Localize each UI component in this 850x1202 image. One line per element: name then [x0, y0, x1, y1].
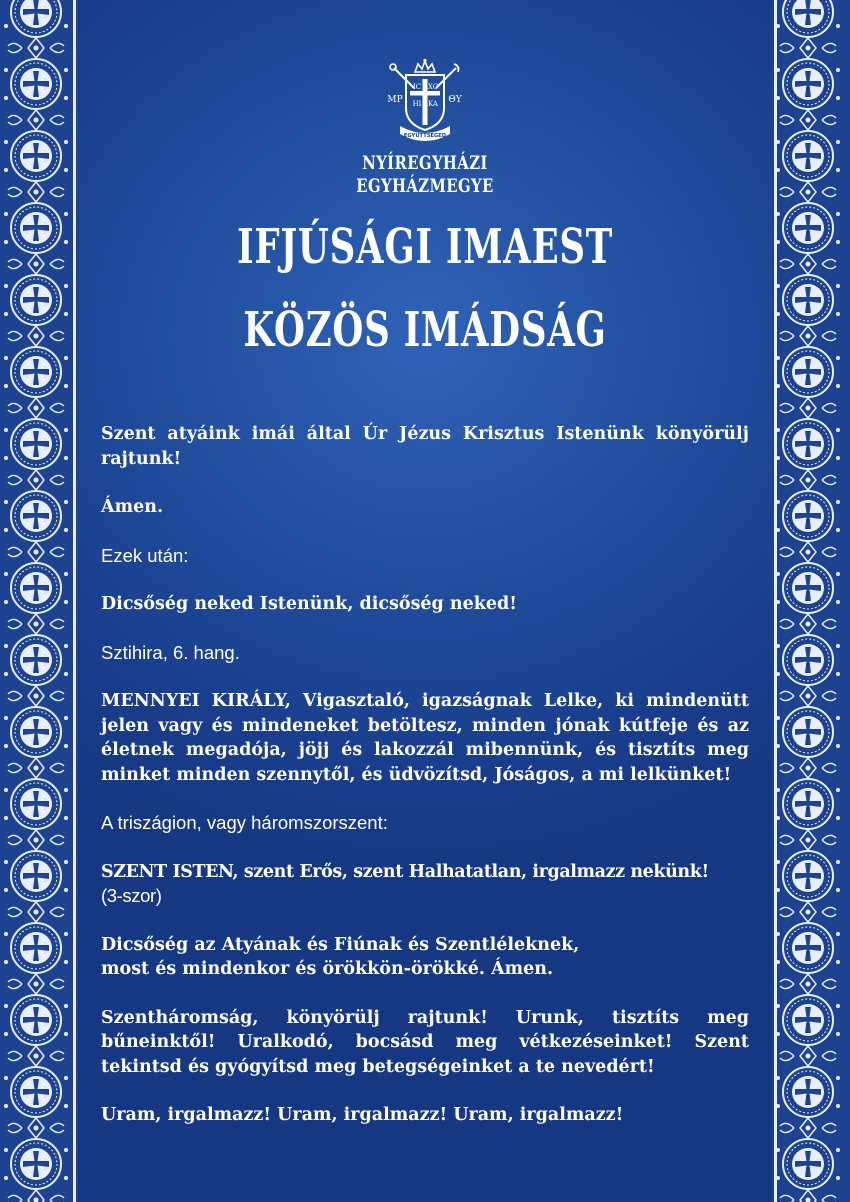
diocese-name-line2: EGYHÁZMEGYE — [356, 175, 494, 197]
svg-text:IC: IC — [412, 83, 422, 91]
diocese-name — [156, 152, 694, 198]
border-rule — [774, 0, 777, 1202]
prayer-paragraph: Dicsőség neked Istenünk, dicsőség neked! — [101, 594, 517, 614]
coat-of-arms-icon — [382, 58, 468, 144]
svg-text:MP: MP — [387, 95, 403, 105]
right-ornamental-border — [772, 0, 850, 1202]
ornament-pattern-icon — [0, 0, 78, 1202]
prayer-paragraph: Ámen. — [101, 497, 164, 517]
svg-text:EGYÜTTSÉGED: EGYÜTTSÉGED — [403, 133, 447, 139]
prayer-paragraph: MENNYEI KIRÁLY, Vigasztaló, igazságnak Lelke, ki mindenütt jelen vagy és mindeneket betöltesz, minden jónak kútfeje és az életnek megadója, jöjj és lakozzál mibennünk, és tisztíts meg minket minden szennytől, és üdvözítsd, Jóságos, a mi lelkünket! — [101, 691, 749, 785]
prayer-paragraph — [101, 860, 749, 909]
rubric-text: Sztihira, 6. hang. — [101, 641, 240, 663]
page-subtitle: KÖZÖS IMÁDSÁG — [243, 302, 607, 358]
prayer-paragraph — [101, 933, 749, 982]
prayer-paragraph: Szent atyáink imái által Úr Jézus Krisztus Istenünk könyörülj rajtunk! — [101, 424, 749, 469]
page-title: IFJÚSÁGI IMAEST — [237, 219, 613, 275]
svg-text:XC: XC — [427, 83, 439, 91]
prayer-paragraph: Szentháromság, könyörülj rajtunk! Urunk, tisztíts meg bűneinktől! Uralkodó, bocsásd meg vétkezéseinket! Szent tekintsd és gyógyítsd meg betegségeinket a te nevedért! — [101, 1007, 749, 1077]
svg-text:KA: KA — [427, 100, 439, 108]
doxology-line2: most és mindenkor és örökkön-örökké. Ámen. — [101, 959, 554, 979]
diocese-name-line1: NYÍREGYHÁZI — [362, 152, 488, 174]
doxology-line1: Dicsőség az Atyának és Fiúnak és Szentléleknek, — [101, 934, 580, 955]
trisagion-text: SZENT ISTEN, szent Erős, szent Halhatatlan, irgalmazz nekünk! — [101, 861, 709, 882]
repeat-note: (3-szor) — [101, 885, 162, 906]
prayer-text — [101, 422, 749, 1152]
svg-text:ΘY: ΘY — [448, 95, 462, 105]
prayer-paragraph: Uram, irgalmazz! Uram, irgalmazz! Uram, irgalmazz! — [101, 1105, 624, 1125]
rubric-text: A triszágion, vagy háromszorszent: — [101, 812, 388, 833]
ornament-pattern-icon — [772, 0, 850, 1202]
rubric-text: Ezek után: — [101, 544, 189, 566]
left-ornamental-border — [0, 0, 78, 1202]
border-rule — [73, 0, 76, 1202]
svg-text:HI: HI — [412, 100, 422, 108]
